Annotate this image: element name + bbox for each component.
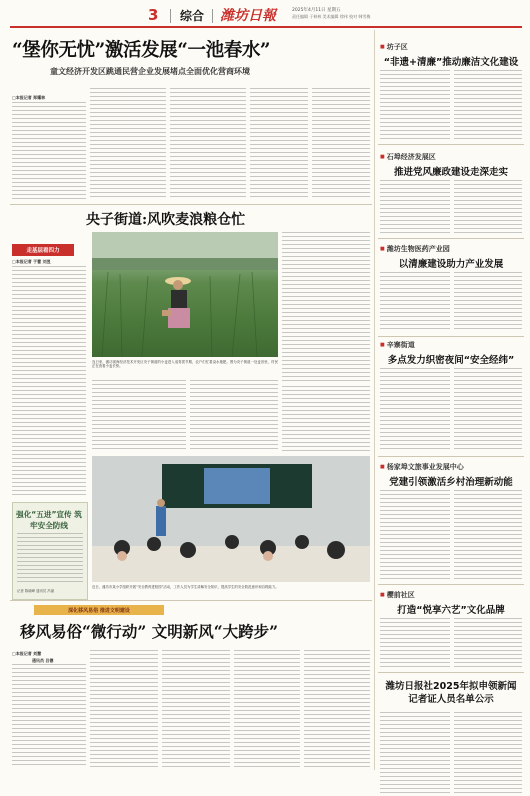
sidebar-title-2: 推进党风廉政建设走深走实 [393,167,508,178]
newspaper-logo: 潍坊日報 [220,8,276,24]
sidebar-divider-4 [378,456,524,457]
safety-box-title: 强化“五进”宣传 筑牢安全防线 [16,510,82,530]
header-divider-2 [212,9,213,23]
header-rule [10,26,522,28]
header-date: 2025年4月11日 星期五 [292,8,341,13]
sidebar-title-5: 党建引领激活乡村治理新动能 [389,477,513,488]
feature-photo-caption: 连日来，潍坊滨海经济技术开发区央子街道的小麦进入返青拔节期，农户们忙着浇水施肥。图为央子街道一处麦田里，村民正在查看小麦长势。 [92,360,278,369]
sidebar-body-3a [380,272,450,332]
section-divider-1 [10,204,372,205]
lead-body-col-1 [12,102,86,200]
feature-byline: □本报记者 于蕾 刘昱 [12,259,51,264]
feature-body-col-4 [190,380,278,452]
sidebar-body-4b [454,368,522,452]
lead-byline: □本报记者 郑耀林 [12,95,46,100]
feature-tag [12,244,74,256]
page-number: 3 [148,6,159,24]
sidebar-title-4: 多点发力织密夜间“安全经纬” [387,355,515,366]
classroom-illustration [92,456,370,582]
lead-body-col-5 [312,88,370,200]
section-name: 综合 [180,9,205,23]
sidebar-body-6a [380,618,450,668]
sidebar-divider-1 [378,144,524,145]
sidebar-area-6: ■ 樱前社区 [380,590,415,600]
lead-body-col-3 [170,88,246,200]
bottom-body-col-1 [12,664,86,768]
wheat-field-photo [92,232,278,357]
sidebar-divider [374,30,375,770]
sidebar-title-3: 以清廉建设助力产业发展 [398,259,504,270]
sidebar-body-2a [380,180,450,234]
feature-tag-label: 走基层看四力 [26,248,60,254]
lead-subtitle: 童文经济开发区跳通民营企业发展堵点全面优化营商环境 [50,67,250,76]
sidebar-body-2b [454,180,522,234]
sidebar-title-1: “非遗+清廉”推动廉洁文化建设 [383,57,519,68]
page-header [0,0,530,30]
sidebar-area-3: ■ 潍坊生物医药产业园 [380,244,450,254]
bottom-byline-2: 通讯员 吕德 [32,658,54,663]
sidebar-area-2: ■ 石埠经济发展区 [380,152,436,162]
lead-body-col-4 [250,88,308,200]
sidebar [378,30,524,770]
classroom-photo [92,456,370,582]
sidebar-body-5b [454,490,522,580]
sidebar-area-5: ■ 杨家埠文旅事业发展中心 [380,462,464,472]
sidebar-divider-5 [378,584,524,585]
bottom-title: 移风易俗“微行动” 文明新风“大跨步” [20,622,279,641]
bottom-byline: □本报记者 刘慧 [12,651,42,656]
sidebar-divider-3 [378,336,524,337]
lead-title: “堡你无忧”激活发展“一池春水” [12,40,271,61]
feature-body-col-3 [92,380,186,452]
feature-title: 央子街道:风吹麦浪粮仓忙 [86,212,246,228]
feature-body-col-1 [12,266,86,498]
sidebar-body-6b [454,618,522,668]
sidebar-area-1: ■ 坊子区 [380,42,408,52]
bottom-body-col-5 [304,650,370,768]
safety-box-body [17,533,83,585]
wheat-field-illustration [92,232,278,357]
sidebar-body-1b [454,70,522,140]
sidebar-title-7: 潍坊日报社2025年拟申领新闻记者证人员名单公示 [385,681,517,705]
sidebar-title-6: 打造“悦享六艺”文化品牌 [397,605,505,616]
sidebar-body-7a [380,712,450,796]
bottom-tag-label: 深化移风易俗 推进文明建设 [68,607,130,614]
sidebar-body-5a [380,490,450,580]
bottom-body-col-3 [162,650,230,768]
header-editors: 责任编辑 于林林 美术编辑 徐伟 校对 韩雪梅 [292,14,371,19]
bottom-tag [34,605,164,615]
section-divider-2 [10,600,372,601]
safety-box-credit: 记者 陈晓峰 通讯员 冯丽 [17,589,55,593]
safety-box [12,502,88,600]
feature-body-col-5 [282,386,370,452]
sidebar-body-1a [380,70,450,140]
header-divider [170,9,171,23]
bottom-body-col-2 [90,650,158,768]
sidebar-body-7b [454,712,522,796]
lead-body-col-2 [90,88,166,200]
bottom-body-col-4 [234,650,300,768]
sidebar-body-3b [454,272,522,332]
sidebar-body-4a [380,368,450,452]
sidebar-divider-6 [378,672,524,673]
sidebar-divider-2 [378,238,524,239]
feature-body-col-2 [282,232,370,382]
classroom-caption: 近日，潍坊市某小学组织开展“安全教育进校园”活动，工作人员为学生讲解安全知识，提高学生的安全防范意识和自救能力。 [92,585,279,589]
sidebar-area-4: ■ 辛寨街道 [380,340,415,350]
